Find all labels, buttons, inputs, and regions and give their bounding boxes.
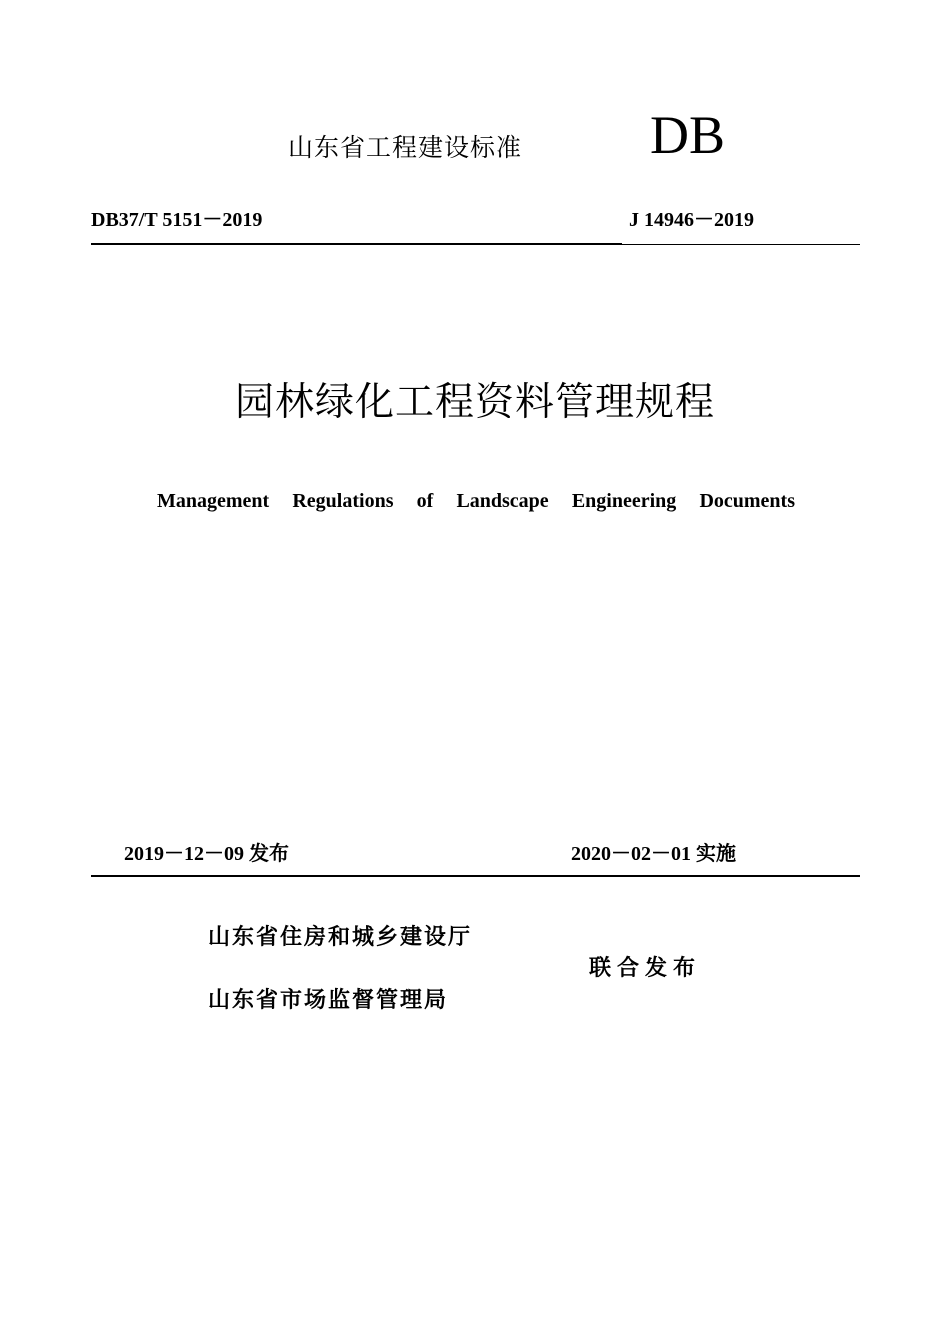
record-number: J 14946－2019 [629, 209, 754, 231]
issuer-market-supervision-bureau: 山东省市场监督管理局 [208, 988, 449, 1013]
db-mark: DB [650, 105, 726, 165]
bottom-divider [91, 875, 860, 877]
issue-date: 2019－12－09 发布 [124, 843, 289, 865]
standard-number: DB37/T 5151－2019 [91, 209, 263, 231]
document-title-chinese: 园林绿化工程资料管理规程 [234, 380, 715, 425]
top-divider-left [91, 243, 622, 245]
document-title-english: Management Regulations of Landscape Engineering Documents [157, 490, 795, 512]
effective-date: 2020－02－01 实施 [571, 843, 736, 865]
top-divider-right [622, 244, 860, 245]
issuer-housing-department: 山东省住房和城乡建设厅 [208, 925, 473, 950]
joint-release-label: 联合发布 [589, 956, 702, 981]
standard-type-label: 山东省工程建设标准 [288, 133, 523, 162]
